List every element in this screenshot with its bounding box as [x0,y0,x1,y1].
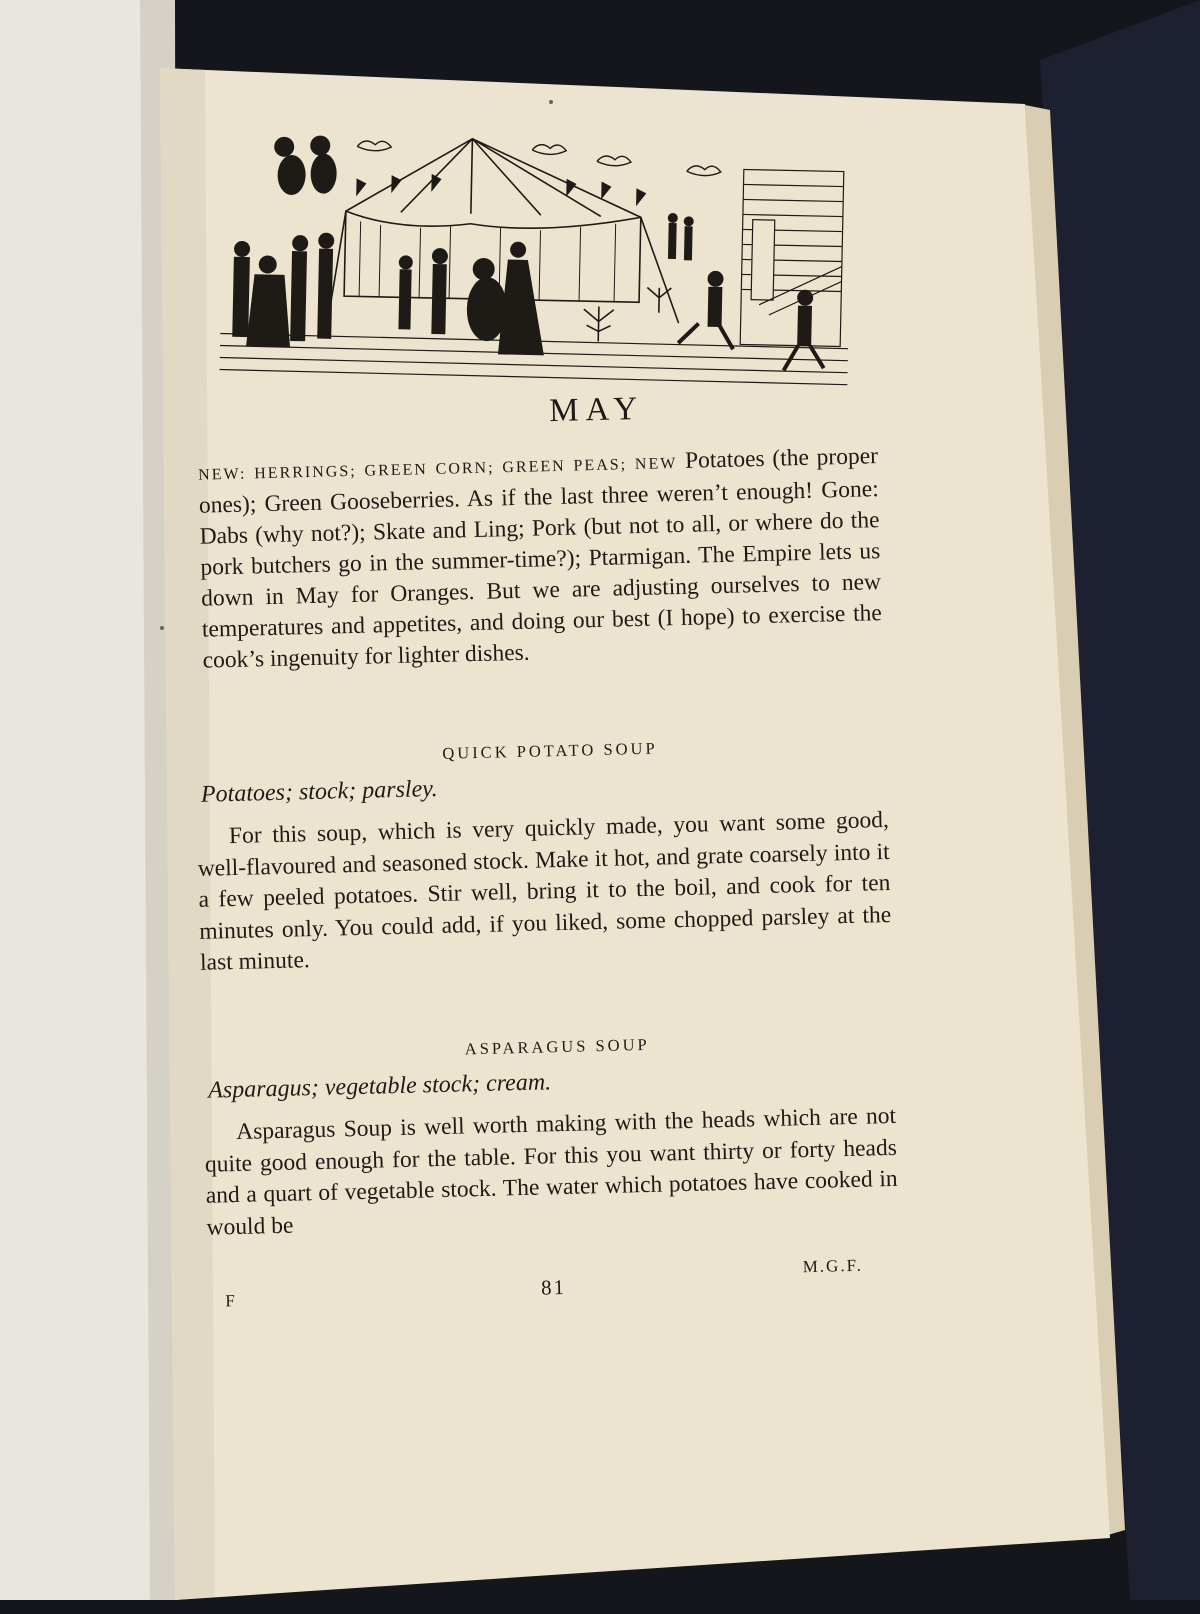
signature-mark: F [225,1291,238,1311]
page-number: 81 [540,1274,567,1300]
recipe-title: ASPARAGUS SOUP [464,1034,650,1059]
intro-paragraph [198,441,883,677]
author-initials: M.G.F. [802,1255,864,1277]
chapter-title: MAY [548,390,645,430]
recipe-ingredients: Potatoes; stock; parsley. [200,775,438,808]
recipe-text: Asparagus Soup is well worth making with the heads which are not quite good enough for the table. For this you want thirty or forty heads and a quart of vegetable stock. The water which potatoes have cooked in would be [204,1102,898,1241]
intro-text: Potatoes (the proper ones); Green Gooseberries. As if the last three weren’t enough! Gone: Dabs (why not?); Skate and Ling; Pork (but not to all, or where do the pork butchers go in the summer-time?); Ptarmigan. The Empire lets us down in May for Oranges. But we are adjusting ourselves to new temperatures and appetites, and doing our best (I hope) to exercise the cook’s ingenuity for lighter dishes. [198,443,883,674]
intro-lead-caps: NEW: HERRINGS; GREEN CORN; GREEN PEAS; NEW [197,455,678,484]
recipe-text: For this soup, which is very quickly made, you want some good, well-flavoured and seasoned stock. Make it hot, and grate coarsely into it a few peeled potatoes. Stir well, bring it to the boil, and cook for ten minutes only. You could add, if you liked, some chopped parsley at the last minute. [197,806,892,976]
recipe-title: QUICK POTATO SOUP [442,738,658,763]
recipe-ingredients: Asparagus; vegetable stock; cream. [207,1069,552,1104]
